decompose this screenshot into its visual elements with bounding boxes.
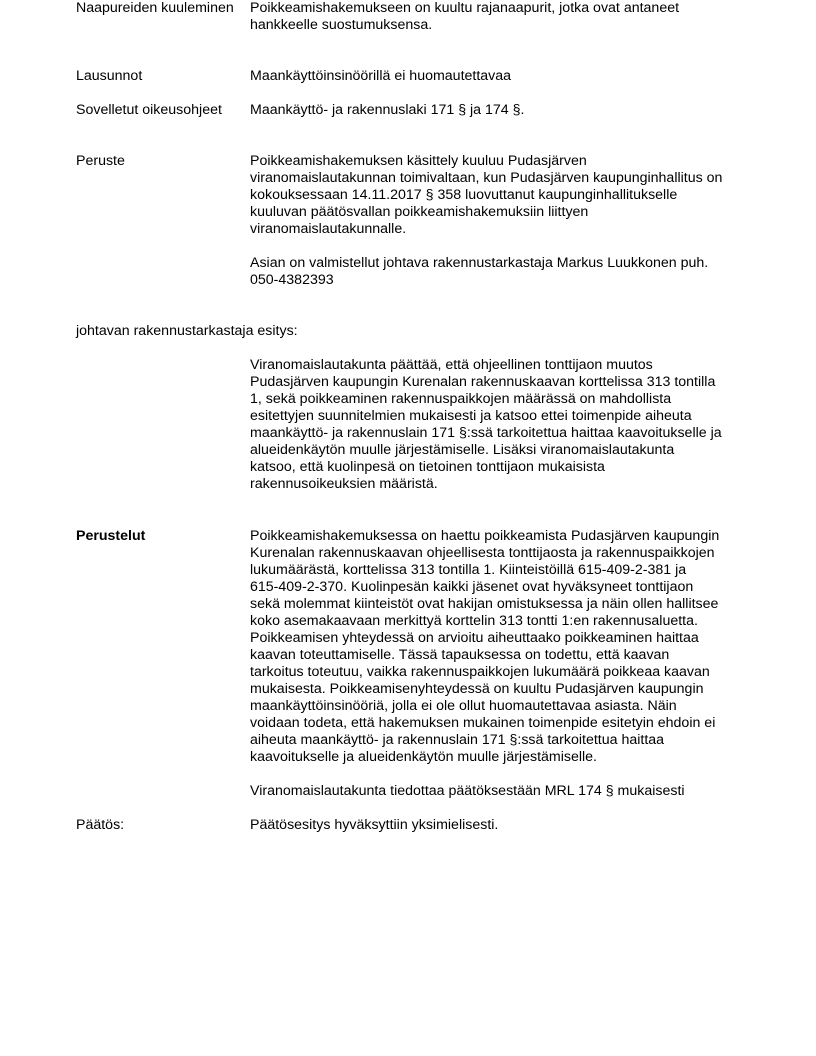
- text-line: esitettyjen suunnitelmien mukaisesti ja katsoo ettei toimenpide aiheuta: [250, 408, 692, 424]
- text-line: 615-409-2-370. Kuolinpesän kaikki jäsenet ovat hyväksyneet tonttijaon: [250, 579, 694, 595]
- section-label-peruste: Peruste: [76, 153, 125, 169]
- text-line: lukumäärästä, korttelissa 313 tontilla 1. Kiinteistöillä 615-409-2-381 ja: [250, 562, 687, 578]
- section-label-sovelletut-oikeusohjeet: Sovelletut oikeusohjeet: [76, 102, 222, 118]
- text-line: rakennusoikeuksien määristä.: [250, 476, 438, 492]
- proposal-heading: johtavan rakennustarkastaja esitys:: [76, 323, 298, 339]
- text-line: aiheuta maankäyttö- ja rakennuslain 171 §:ssä tarkoitettua haittaa: [250, 732, 665, 748]
- preparer-text: [250, 255, 750, 289]
- section-label-perustelut: Perustelut: [76, 528, 146, 544]
- section-text-sovelletut-oikeusohjeet: [250, 102, 750, 119]
- text-line: voidaan todeta, että hakemuksen mukainen toimenpide esitetyin ehdoin ei: [250, 715, 716, 731]
- text-line: katsoo, että kuolinpesä on tietoinen tonttijaon mukaisista: [250, 459, 605, 475]
- text-line: Pudasjärven kaupungin Kurenalan rakennuskaavan korttelissa 313 tontilla: [250, 374, 716, 390]
- text-line: sekä molemmat kiinteistöt ovat hakijan omistuksessa ja näin ollen hallitsee: [250, 596, 719, 612]
- text-line: hankkeelle suostumuksensa.: [250, 17, 433, 33]
- text-line: Poikkeamishakemuksen käsittely kuuluu Pudasjärven: [250, 153, 587, 169]
- text-line: kaavan toteuttamiselle. Tässä tapauksessa on todettu, että kaavan: [250, 647, 670, 663]
- text-line: 1, sekä poikkeaminen rakennuspaikkojen määrässä on mahdollista: [250, 391, 672, 407]
- section-text-peruste: [250, 153, 750, 238]
- text-line: maankäyttöinsinööriä, jolla ei ole ollut huomautettavaa asiasta. Näin: [250, 698, 677, 714]
- text-line: kuuluvan päätösvallan poikkeamishakemuksiin liittyen: [250, 204, 589, 220]
- text-line: alueidenkäytön muulle järjestämiselle. Lisäksi viranomaislautakunta: [250, 442, 675, 458]
- text-line: Maankäyttö- ja rakennuslaki 171 § ja 174 §.: [250, 102, 525, 118]
- text-line: kaavoitukselle ja alueidenkäytön muulle järjestämiselle.: [250, 749, 597, 765]
- text-line: mukaisesta. Poikkeamisenyhteydessä on kuultu Pudasjärven kaupungin: [250, 681, 704, 697]
- text-line: Viranomaislautakunta tiedottaa päätöksestään MRL 174 § mukaisesti: [250, 783, 685, 799]
- text-line: Asian on valmistellut johtava rakennustarkastaja Markus Luukkonen puh.: [250, 255, 709, 271]
- text-line: maankäyttö- ja rakennuslain 171 §:ssä tarkoitettua haittaa kaavoitukselle ja: [250, 425, 722, 441]
- text-line: kokouksessaan 14.11.2017 § 358 luovuttanut kaupunginhallitukselle: [250, 187, 678, 203]
- section-text-paatos: [250, 817, 750, 834]
- section-label-paatos: Päätös:: [76, 817, 125, 833]
- text-line: Poikkeamisen yhteydessä on arvioitu aiheuttaako poikkeaminen haittaa: [250, 630, 699, 646]
- section-label-lausunnot: Lausunnot: [76, 68, 143, 84]
- text-line: koko asemakaavaan merkittyä korttelin 313 tontti 1:en rakennusaluetta.: [250, 613, 698, 629]
- notice-text: [250, 783, 750, 800]
- text-line: Poikkeamishakemuksessa on haettu poikkeamista Pudasjärven kaupungin: [250, 528, 720, 544]
- text-line: Poikkeamishakemukseen on kuultu rajanaapurit, jotka ovat antaneet: [250, 0, 680, 16]
- text-line: Viranomaislautakunta päättää, että ohjeellinen tonttijaon muutos: [250, 357, 653, 373]
- proposal-text: [250, 357, 750, 493]
- section-text-lausunnot: [250, 68, 750, 85]
- text-line: Kurenalan rakennuskaavan ohjeellisesta tonttijaosta ja rakennuspaikkojen: [250, 545, 715, 561]
- section-label-naapureiden-kuuleminen: Naapureiden kuuleminen: [76, 0, 234, 16]
- text-line: viranomaislautakunnan toimivaltaan, kun Pudasjärven kaupunginhallitus on: [250, 170, 723, 186]
- text-line: 050-4382393: [250, 272, 334, 288]
- text-line: Päätösesitys hyväksyttiin yksimielisesti.: [250, 817, 499, 833]
- text-line: Maankäyttöinsinöörillä ei huomautettavaa: [250, 68, 512, 84]
- text-line: viranomaislautakunnalle.: [250, 221, 407, 237]
- section-text-perustelut: [250, 528, 750, 766]
- text-line: tarkoitus toteutuu, vaikka rakennuspaikkojen lukumäärä poikkeaa kaavan: [250, 664, 710, 680]
- section-text-naapureiden-kuuleminen: [250, 0, 750, 34]
